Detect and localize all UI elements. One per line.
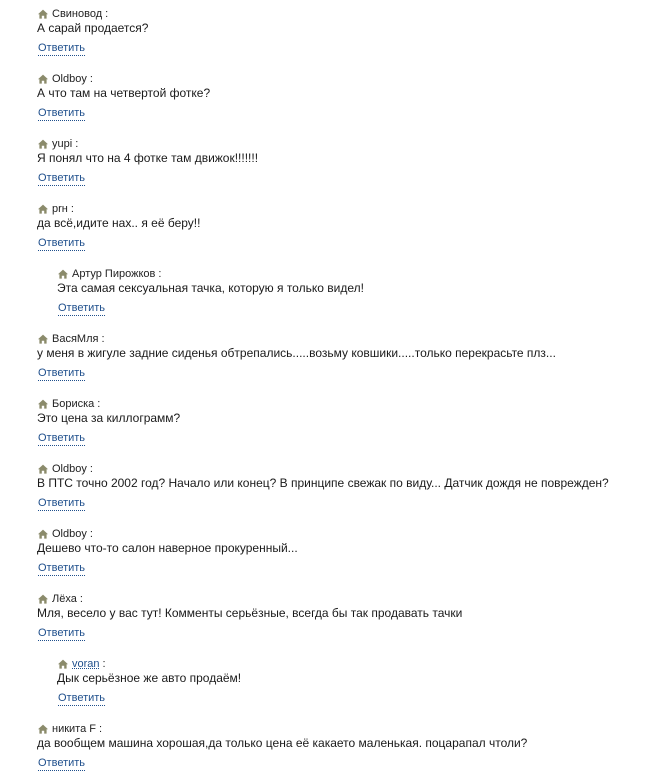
comment-text: да вообщем машина хорошая,да только цена её какаето маленькая. поцарапал чтоли? — [37, 736, 528, 750]
reply-comment — [0, 657, 655, 717]
comment-text: В ПТС точно 2002 год? Начало или конец? В принципе свежак по виду... Датчик дождя не поврежден? — [37, 476, 609, 490]
author-separator: : — [105, 8, 109, 20]
comment — [0, 527, 655, 587]
comment-header — [57, 657, 106, 671]
comment-header — [37, 527, 93, 541]
house-icon — [37, 8, 49, 20]
reply-link[interactable]: Ответить — [38, 367, 86, 379]
comment-header — [37, 332, 105, 346]
author-separator: : — [102, 658, 106, 670]
author-separator: : — [89, 528, 93, 540]
comment — [0, 72, 655, 132]
comment-author: Бориска — [52, 398, 95, 410]
comment-author: Лёха — [52, 593, 77, 605]
author-separator: : — [70, 203, 74, 215]
comment — [0, 397, 655, 457]
comment-header — [37, 72, 93, 86]
comment-header — [37, 202, 74, 216]
house-icon — [57, 268, 69, 280]
comment-text: Дешево что-то салон наверное прокуренный... — [37, 541, 298, 555]
comment-author[interactable]: voran — [72, 658, 100, 670]
comment-author: ВасяМля — [52, 333, 99, 345]
comment-author: Артур Пирожков — [72, 268, 156, 280]
comment-text: Эта самая сексуальная тачка, которую я только видел! — [57, 281, 364, 295]
comment-header — [37, 137, 78, 151]
reply-comment — [0, 267, 655, 327]
house-icon — [37, 463, 49, 475]
comment-text: да всё,идите нах.. я её беру!! — [37, 216, 201, 230]
comment — [0, 7, 655, 67]
comment-text: Это цена за киллограмм? — [37, 411, 181, 425]
reply-link[interactable]: Ответить — [58, 302, 106, 314]
author-separator: : — [89, 73, 93, 85]
comment-author: никита F — [52, 723, 96, 735]
comment-header — [37, 462, 93, 476]
comment-author: yupi — [52, 138, 73, 150]
comment-text: А что там на четвертой фотке? — [37, 86, 211, 100]
comment-author: Oldboy — [52, 73, 87, 85]
reply-link[interactable]: Ответить — [38, 562, 86, 574]
comment-text: Я понял что на 4 фотке там движок!!!!!!! — [37, 151, 259, 165]
house-icon — [57, 658, 69, 670]
comment — [0, 722, 655, 782]
comment-author: prн — [52, 203, 68, 215]
author-separator: : — [89, 463, 93, 475]
author-separator: : — [98, 723, 103, 735]
reply-link[interactable]: Ответить — [38, 627, 86, 639]
author-separator: : — [97, 398, 101, 410]
comment-text: у меня в жигуле задние сиденья обтрепались.....возьму ковшики.....только перекрасьте плз... — [37, 346, 556, 360]
house-icon — [37, 333, 49, 345]
house-icon — [37, 723, 49, 735]
author-separator: : — [101, 333, 105, 345]
house-icon — [37, 398, 49, 410]
comment-text: А сарай продается? — [37, 21, 149, 35]
comment — [0, 462, 655, 522]
author-separator: : — [158, 268, 162, 280]
comment-text: Дык серьёзное же авто продаём! — [57, 671, 242, 685]
house-icon — [37, 203, 49, 215]
comment-author: Oldboy — [52, 528, 87, 540]
comment-header — [37, 722, 102, 736]
comment — [0, 137, 655, 197]
reply-link[interactable]: Ответить — [38, 107, 86, 119]
reply-link[interactable]: Ответить — [38, 172, 86, 184]
house-icon — [37, 73, 49, 85]
comment — [0, 202, 655, 262]
comment-text: Мля, весело у вас тут! Комменты серьёзные, всегда бы так продавать тачки — [37, 606, 463, 620]
comment-header — [37, 592, 83, 606]
reply-link[interactable]: Ответить — [58, 692, 106, 704]
reply-link[interactable]: Ответить — [38, 497, 86, 509]
author-separator: : — [75, 138, 79, 150]
reply-link[interactable]: Ответить — [38, 42, 86, 54]
reply-link[interactable]: Ответить — [38, 757, 86, 769]
reply-link[interactable]: Ответить — [38, 432, 86, 444]
comment-header — [37, 397, 100, 411]
comment-author: Свиновод — [52, 8, 103, 20]
house-icon — [37, 138, 49, 150]
comment-header — [37, 7, 108, 21]
comment-header — [57, 267, 161, 281]
comment — [0, 332, 655, 392]
reply-link[interactable]: Ответить — [38, 237, 86, 249]
comment — [0, 592, 655, 652]
house-icon — [37, 528, 49, 540]
comment-author: Oldboy — [52, 463, 87, 475]
author-separator: : — [79, 593, 83, 605]
house-icon — [37, 593, 49, 605]
